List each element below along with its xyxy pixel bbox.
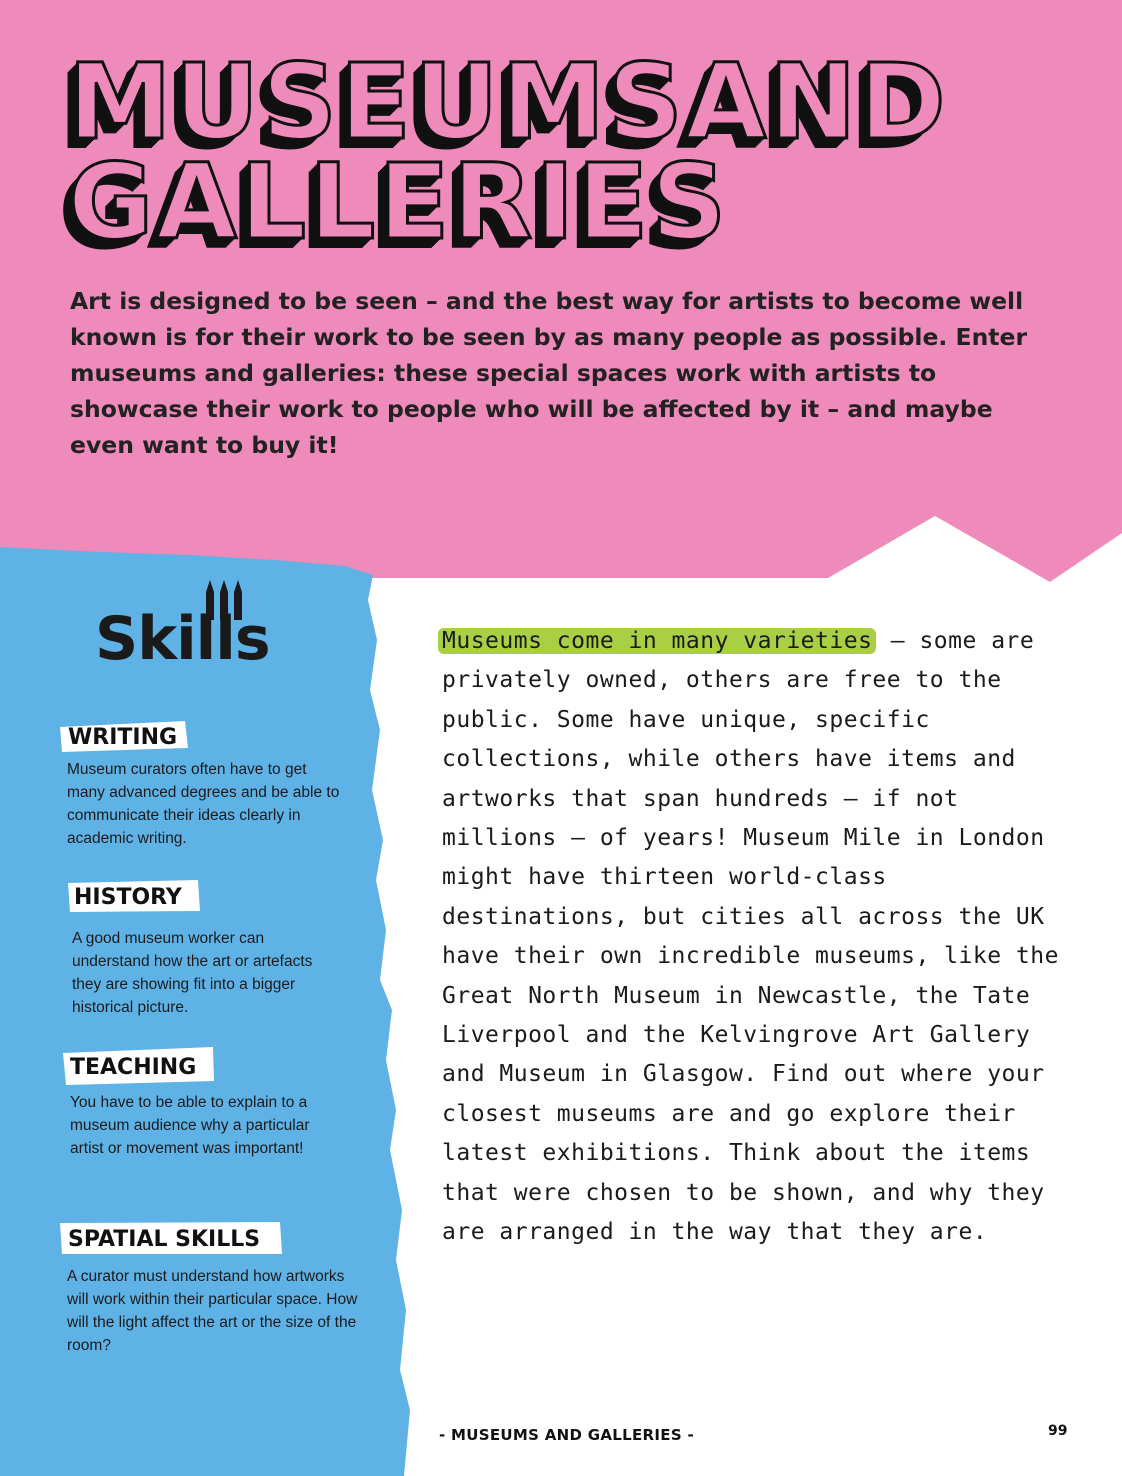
main-body-text: – some are privately owned, others are free to the public. Some have unique, specific collections, while others have items and artworks that span hundreds – if not millions – of years! Museum Mile in London might have thirteen world-class destinations, but cities all across the UK have their own incredible museums, like the Great North Museum in Newcastle, the Tate Liverpool and the Kelvingrove Art Gallery and Museum in Glasgow. Find out where your closest museums are and go explore their latest exhibitions. Think about the items that were chosen to be shown, and why they are arranged in the way that they are. <box>442 628 1059 1246</box>
main-paragraph <box>442 622 1082 1253</box>
footer-section-label: - MUSEUMS AND GALLERIES - <box>439 1426 694 1444</box>
skill-text-spatial: A curator must understand how artworks will work within their particular space. How will the light affect the art or the size of the room? <box>67 1268 358 1354</box>
intro-paragraph: Art is designed to be seen – and the best way for artists to become well known is for their work to be seen by as many people as possible. Enter museums and galleries: these special spaces work with artists to showcase their work to people who will be affected by it – and maybe even want to buy it! <box>70 287 1028 459</box>
skills-heading: Skills <box>95 604 270 674</box>
skill-text-writing: Museum curators often have to get many advanced degrees and be able to communicate their ideas clearly in academic writing. <box>67 761 340 847</box>
skill-title-history: HISTORY <box>74 885 182 910</box>
skill-text-history: A good museum worker can understand how the art or artefacts they are showing fit into a bigger historical picture. <box>72 930 313 1016</box>
title-line-2: GALLERIES <box>68 141 730 263</box>
skill-title-teaching: TEACHING <box>70 1055 197 1080</box>
skill-title-spatial: SPATIAL SKILLS <box>68 1227 261 1252</box>
highlighted-phrase: Museums come in many varieties <box>438 628 876 654</box>
page-number: 99 <box>1048 1423 1068 1439</box>
title-line-1: MUSEUMSAND <box>68 41 949 163</box>
skill-title-writing: WRITING <box>68 725 178 750</box>
page-title <box>68 41 1068 263</box>
skill-text-teaching: You have to be able to explain to a museum audience why a particular artist or movement was important! <box>70 1094 310 1157</box>
